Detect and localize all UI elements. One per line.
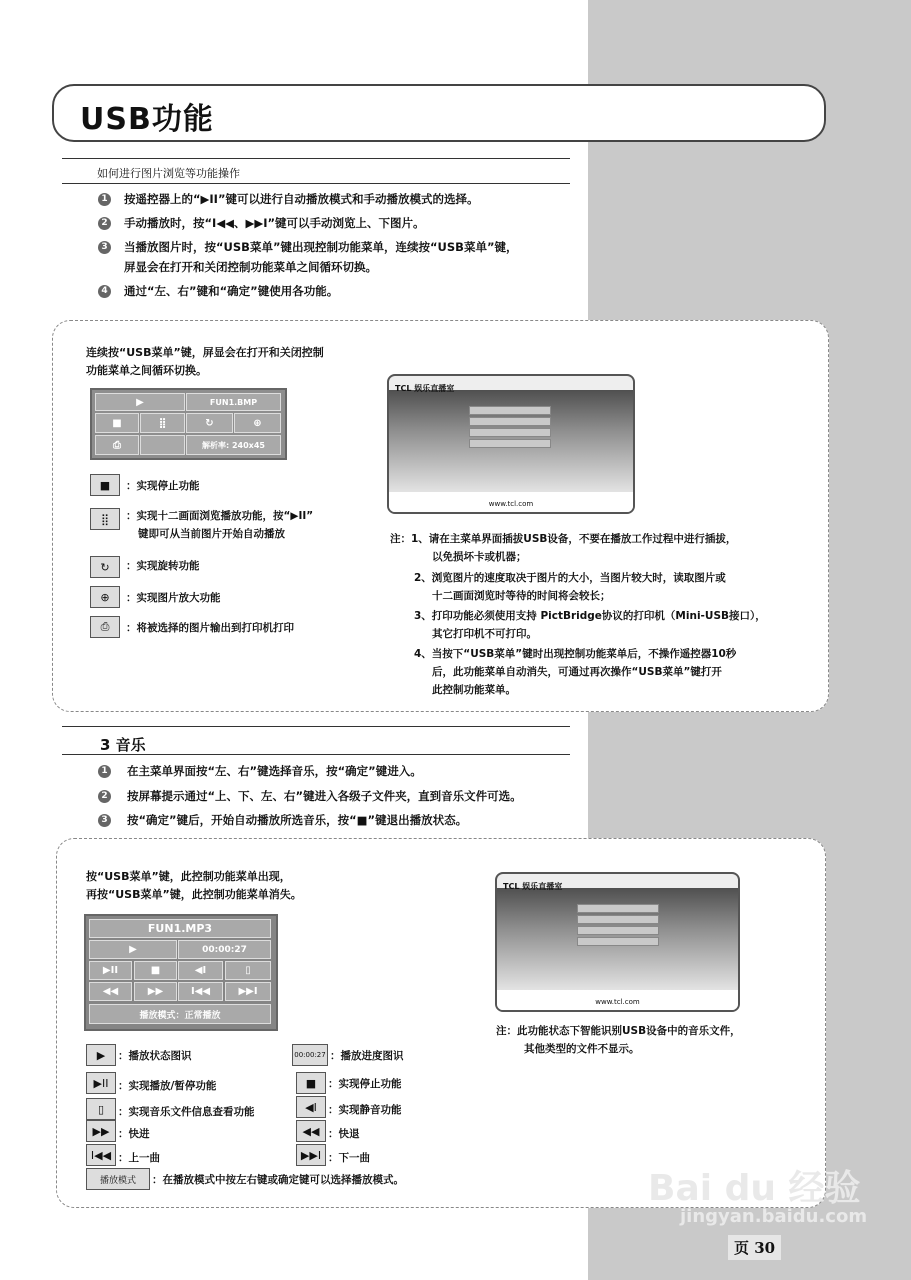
- page-number: 页 30: [728, 1235, 781, 1260]
- info-button[interactable]: ▯: [225, 961, 271, 980]
- legend-text: ：将被选择的图片输出到打印机打印: [126, 622, 294, 634]
- step-bullet: 1: [98, 193, 111, 206]
- panel-intro: 连续按“USB菜单”键，屏显会在打开和关闭控制: [86, 346, 324, 359]
- play-status-icon: ▶: [86, 1044, 116, 1066]
- grid-icon[interactable]: ⣿: [140, 413, 185, 433]
- play-icon[interactable]: ▶: [95, 393, 185, 411]
- previous-track-icon: I◀◀: [86, 1144, 116, 1166]
- tv-list-row: [577, 937, 659, 946]
- step-bullet: 2: [98, 217, 111, 230]
- mute-button[interactable]: ◀I: [178, 961, 223, 980]
- legend-text: ：在播放模式中按左右键或确定键可以选择播放模式。: [152, 1174, 404, 1186]
- progress-time-icon: 00:00:27: [292, 1044, 328, 1066]
- tcl-logo: TCL 娱乐直播室: [503, 882, 563, 891]
- legend-text: ：实现播放/暂停功能: [118, 1080, 217, 1092]
- tv-list-row: [577, 915, 659, 924]
- divider: [62, 726, 570, 727]
- step-text: 按遥控器上的“▶II”键可以进行自动播放模式和手动播放模式的选择。: [124, 192, 479, 206]
- stop-icon[interactable]: ■: [95, 413, 139, 433]
- divider: [62, 183, 570, 184]
- baidu-watermark-logo: Bai du 经验: [648, 1168, 861, 1209]
- step-text: 在主菜单界面按“左、右”键选择音乐，按“确定”键进入。: [127, 764, 422, 778]
- note-line: 注：1、请在主菜单界面插拔USB设备，不要在播放工作过程中进行插拔，: [390, 533, 737, 545]
- next-track-button[interactable]: ▶▶I: [225, 982, 271, 1001]
- legend-text: ：快进: [118, 1128, 150, 1140]
- note-line: 十二画面浏览时等待的时间将会较长；: [432, 590, 611, 602]
- note-line: 2、浏览图片的速度取决于图片的大小，当图片较大时，读取图片或: [414, 572, 726, 584]
- step-bullet: 3: [98, 241, 111, 254]
- previous-track-button[interactable]: I◀◀: [178, 982, 223, 1001]
- fast-forward-button[interactable]: ▶▶: [134, 982, 177, 1001]
- play-pause-button[interactable]: ▶II: [89, 961, 132, 980]
- step-text: 屏显会在打开和关闭控制功能菜单之间循环切换。: [124, 260, 377, 274]
- tv-screen-image: [387, 374, 635, 514]
- legend-text: ：实现十二画面浏览播放功能，按“▶II”: [126, 510, 314, 522]
- tv-footer-url: www.tcl.com: [488, 500, 534, 508]
- photo-control-menu: [90, 388, 287, 460]
- fast-forward-icon: ▶▶: [86, 1120, 116, 1142]
- step-text: 按屏幕提示通过“上、下、左、右”键进入各级子文件夹，直到音乐文件可选。: [127, 789, 522, 803]
- play-mode-text[interactable]: 播放模式：正常播放: [89, 1004, 271, 1024]
- tv-list-row: [577, 904, 659, 913]
- legend-text: 键即可从当前图片开始自动播放: [138, 528, 285, 540]
- step-text: 按“确定”键后，开始自动播放所选音乐，按“■”键退出播放状态。: [127, 813, 468, 827]
- play-status-icon: ▶: [89, 940, 177, 959]
- stop-button[interactable]: ■: [134, 961, 177, 980]
- next-track-icon: ▶▶I: [296, 1144, 326, 1166]
- panel-intro: 再按“USB菜单”键，此控制功能菜单消失。: [86, 888, 302, 901]
- panel-intro: 按“USB菜单”键，此控制功能菜单出现，: [86, 870, 291, 883]
- tv-screen-image: [495, 872, 740, 1012]
- legend-text: ：实现停止功能: [126, 480, 200, 492]
- rotate-icon[interactable]: ↻: [186, 413, 233, 433]
- legend-text: ：播放进度图识: [330, 1050, 404, 1062]
- legend-text: ：实现停止功能: [328, 1078, 402, 1090]
- music-control-menu: [84, 914, 278, 1031]
- tv-footer-url: www.tcl.com: [595, 998, 640, 1006]
- legend-text: ：快退: [328, 1128, 360, 1140]
- printer-icon: ⎙: [90, 616, 120, 638]
- rewind-button[interactable]: ◀◀: [89, 982, 132, 1001]
- page-title: USB功能: [80, 102, 214, 137]
- tv-list-row: [469, 417, 551, 426]
- legend-text: ：上一曲: [118, 1152, 160, 1164]
- legend-text: ：下一曲: [328, 1152, 370, 1164]
- info-icon: ▯: [86, 1098, 116, 1120]
- legend-text: ：实现音乐文件信息查看功能: [118, 1106, 255, 1118]
- play-pause-icon: ▶II: [86, 1072, 116, 1094]
- note-line: 注：此功能状态下智能识别USB设备中的音乐文件，: [496, 1025, 741, 1037]
- tv-list-row: [469, 439, 551, 448]
- note-line: 其他类型的文件不显示。: [524, 1043, 640, 1055]
- photo-subtitle: 如何进行图片浏览等功能操作: [97, 167, 240, 180]
- printer-icon[interactable]: ⎙: [95, 435, 139, 455]
- step-bullet: 2: [98, 790, 111, 803]
- zoom-icon[interactable]: ⊕: [234, 413, 281, 433]
- divider: [62, 754, 570, 755]
- resolution-text: 解析率: 240x45: [186, 435, 281, 455]
- stop-icon: ■: [296, 1072, 326, 1094]
- note-line: 以免损坏卡或机器；: [432, 551, 527, 563]
- step-text: 当播放图片时，按“USB菜单”键出现控制功能菜单，连续按“USB菜单”键，: [124, 240, 518, 254]
- play-mode-icon: 播放模式: [86, 1168, 150, 1190]
- rewind-icon: ◀◀: [296, 1120, 326, 1142]
- tv-list-row: [577, 926, 659, 935]
- zoom-icon: ⊕: [90, 586, 120, 608]
- stop-icon: ■: [90, 474, 120, 496]
- legend-text: ：实现图片放大功能: [126, 592, 221, 604]
- note-line: 4、当按下“USB菜单”键时出现控制功能菜单后，不操作遥控器10秒: [414, 648, 737, 660]
- note-line: 后，此功能菜单自动消失，可通过再次操作“USB菜单”键打开: [432, 666, 722, 678]
- progress-time: 00:00:27: [178, 940, 271, 959]
- mute-icon: ◀I: [296, 1096, 326, 1118]
- note-line: 其它打印机不可打印。: [432, 628, 537, 640]
- legend-text: ：播放状态图识: [118, 1050, 192, 1062]
- step-bullet: 4: [98, 285, 111, 298]
- tcl-logo: TCL 娱乐直播室: [395, 384, 455, 393]
- baidu-watermark-url: jingyan.baidu.com: [680, 1206, 868, 1227]
- legend-text: ：实现旋转功能: [126, 560, 200, 572]
- rotate-icon: ↻: [90, 556, 120, 578]
- legend-text: ：实现静音功能: [328, 1104, 402, 1116]
- note-line: 此控制功能菜单。: [432, 684, 516, 696]
- panel-intro: 功能菜单之间循环切换。: [86, 364, 207, 377]
- divider: [62, 158, 570, 159]
- grid-icon: ⣿: [90, 508, 120, 530]
- step-text: 通过“左、右”键和“确定”键使用各功能。: [124, 284, 339, 298]
- file-name: FUN1.BMP: [186, 393, 281, 411]
- step-bullet: 1: [98, 765, 111, 778]
- note-line: 3、打印功能必须使用支持 PictBridge协议的打印机（Mini-USB接口），: [414, 610, 766, 622]
- blank-cell: [140, 435, 185, 455]
- tv-list-row: [469, 428, 551, 437]
- step-text: 手动播放时，按“I◀◀、▶▶I”键可以手动浏览上、下图片。: [124, 216, 425, 230]
- tv-list-row: [469, 406, 551, 415]
- step-bullet: 3: [98, 814, 111, 827]
- file-name: FUN1.MP3: [89, 919, 271, 938]
- music-heading: 3 音乐: [100, 736, 146, 754]
